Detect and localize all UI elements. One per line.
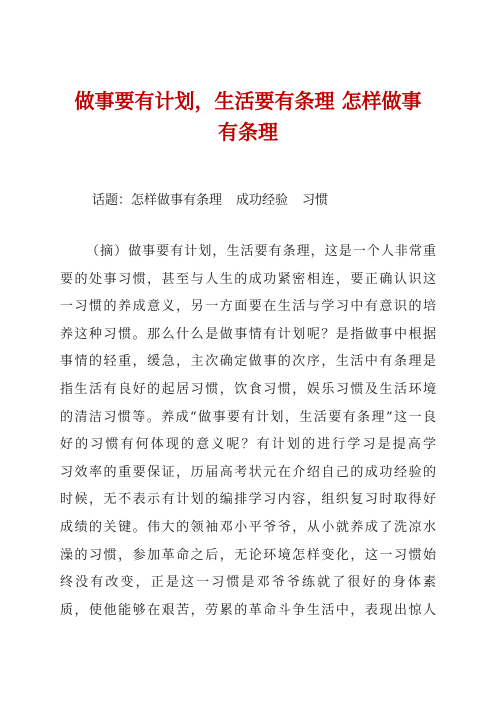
topic-line [92,192,328,210]
title-line-2: 有条理 [218,120,278,144]
body-line: 好的习惯有何体现的意义呢？有计划的进行学习是提高学 [60,437,436,453]
body-line: 的清洁习惯等。养成“做事要有计划，生活要有条理”这一良 [60,409,436,425]
document-body [60,238,436,624]
topic-item: 成功经验 [236,193,289,208]
document-title [60,86,436,148]
body-line: 质，使他能够在艰苦，劳累的革命斗争生活中，表现出惊人 [60,602,436,618]
body-line: 习效率的重要保证，历届高考状元在介绍自己的成功经验的 [60,464,436,480]
topic-item: 习惯 [302,193,329,208]
body-line: 要的处事习惯，甚至与人生的成功紧密相连，要正确认识这 [60,271,436,287]
body-line: 指生活有良好的起居习惯，饮食习惯，娱乐习惯及生活环境 [60,381,436,397]
topic-label: 话题： [92,193,132,208]
body-line: 成绩的关键。伟大的领袖邓小平爷爷，从小就养成了洗凉水 [60,519,436,535]
body-line: 澡的习惯，参加革命之后，无论环境怎样变化，这一习惯始 [60,547,436,563]
body-line: 事情的轻重，缓急，主次确定做事的次序，生活中有条理是 [60,354,436,370]
body-line: 时候，无不表示有计划的编排学习内容，组织复习时取得好 [60,492,436,508]
body-line: 终没有改变，正是这一习惯是邓爷爷练就了很好的身体素 [60,575,436,591]
body-line: 一习惯的养成意义，另一方面要在生活与学习中有意识的培 [60,299,436,315]
topic-item: 怎样做事有条理 [131,193,223,208]
body-line: （摘）做事要有计划，生活要有条理，这是一个人非常重 [86,244,436,259]
body-line: 养这种习惯。那么什么是做事情有计划呢？是指做事中根据 [60,326,436,342]
title-line-1: 做事要有计划，生活要有条理 怎样做事 [74,89,422,113]
